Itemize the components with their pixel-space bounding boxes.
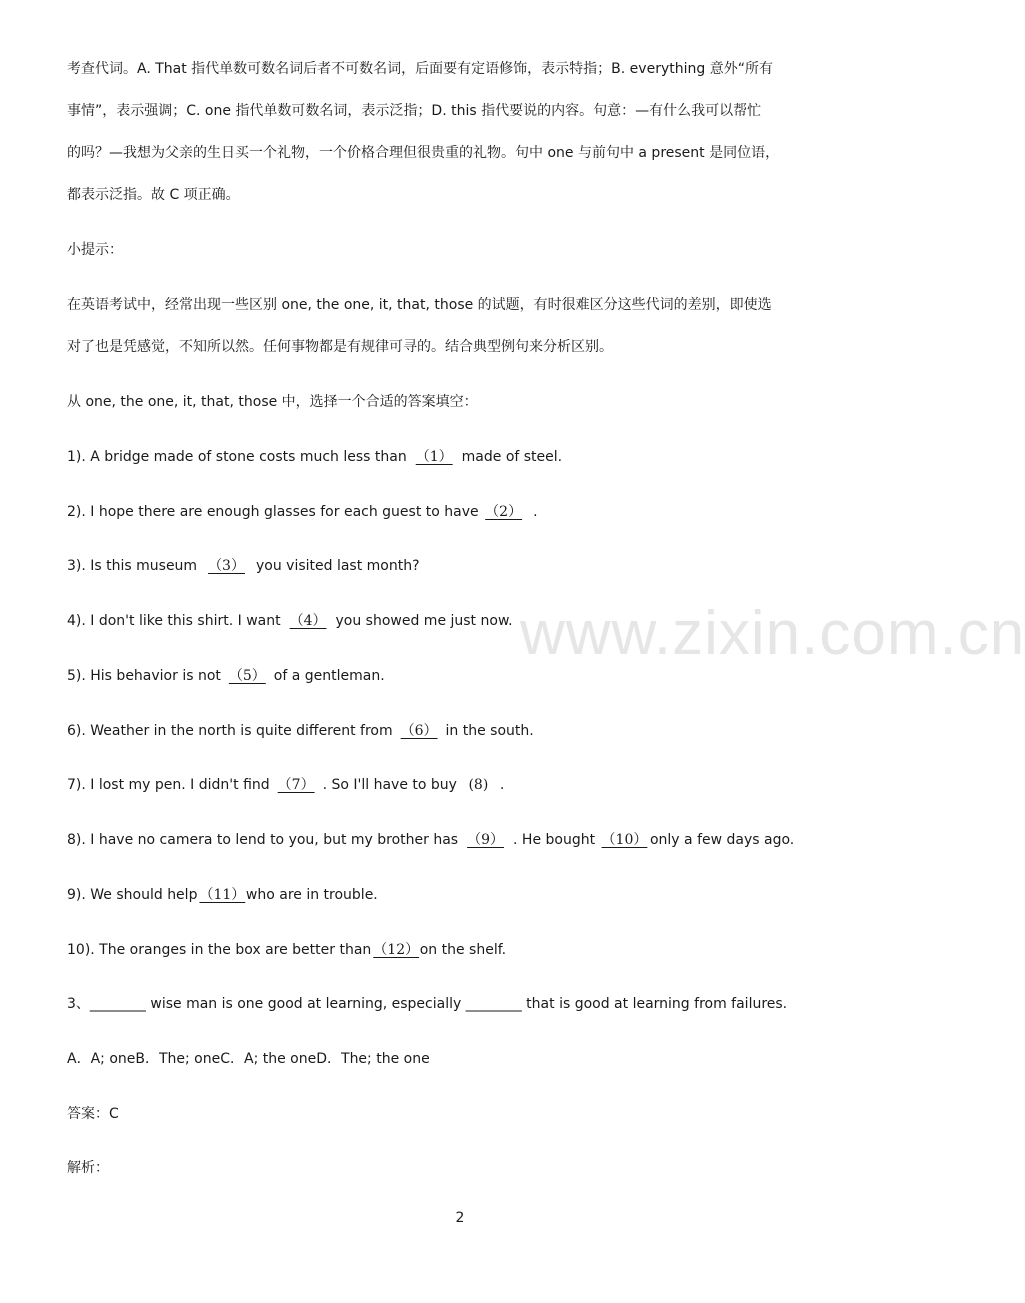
exercise-item bbox=[67, 611, 867, 631]
exercise-text: on the shelf. bbox=[415, 942, 507, 958]
answer-line: 答案：C bbox=[67, 1106, 119, 1122]
exercise-text: only a few days ago. bbox=[645, 832, 795, 848]
exercise-text: 5). His behavior is not bbox=[67, 668, 226, 684]
question-number: 3、 bbox=[67, 996, 90, 1012]
exercise-text: of a gentleman. bbox=[269, 668, 385, 684]
watermark: www.zixin.com.cn bbox=[520, 599, 1025, 668]
exercise-text: 10). The oranges in the box are better than bbox=[67, 942, 372, 958]
fill-blank: （2） bbox=[485, 504, 523, 520]
exercise-item bbox=[67, 775, 867, 795]
exercise-text: . bbox=[528, 504, 538, 520]
question-blank: ________ bbox=[465, 996, 522, 1012]
exercise-item bbox=[67, 830, 867, 850]
fill-blank: （5） bbox=[228, 668, 266, 684]
fill-blank: （9） bbox=[467, 832, 505, 848]
fill-blank: （12） bbox=[373, 942, 420, 958]
exercise-text: . So I'll have to buy bbox=[318, 777, 462, 793]
exercise-text: 8). I have no camera to lend to you, but my brother has bbox=[67, 832, 463, 848]
exercise-text: 9). We should help bbox=[67, 887, 198, 903]
tip-instruction: 从 one, the one, it, that, those 中，选择一个合适的答案填空： bbox=[67, 394, 478, 410]
question-text: that is good at learning from failures. bbox=[521, 996, 788, 1012]
fill-blank: （1） bbox=[415, 449, 453, 465]
fill-blank: (8) bbox=[468, 777, 489, 793]
exercise-item bbox=[67, 502, 867, 522]
question-3 bbox=[67, 994, 867, 1014]
page-number: 2 bbox=[455, 1210, 465, 1226]
fill-blank: （6） bbox=[400, 723, 438, 739]
tip-line-2: 对了也是凭感觉，不知所以然。任何事物都是有规律可寻的。结合典型例句来分析区别。 bbox=[67, 339, 613, 355]
fill-blank: （7） bbox=[277, 777, 315, 793]
fill-blank: （3） bbox=[208, 558, 245, 574]
exercise-item bbox=[67, 447, 867, 467]
fill-blank: （10） bbox=[601, 832, 648, 848]
exercise-text: made of steel. bbox=[457, 449, 563, 465]
exercise-item bbox=[67, 666, 867, 686]
exercise-text: 1). A bridge made of stone costs much less than bbox=[67, 449, 412, 465]
tip-heading: 小提示： bbox=[67, 242, 123, 258]
exercise-item bbox=[67, 556, 867, 576]
explanation-line-1: 考查代词。A. That 指代单数可数名词后者不可数名词，后面要有定语修饰，表示特指；B. everything 意外“所有 bbox=[67, 61, 773, 77]
exercise-text: you visited last month? bbox=[251, 558, 420, 574]
question-text: wise man is one good at learning, especially bbox=[145, 996, 466, 1012]
tip-line-1: 在英语考试中，经常出现一些区别 one, the one, it, that, those 的试题，有时很难区分这些代词的差别，即使选 bbox=[67, 297, 772, 313]
exercise-text: . He bought bbox=[508, 832, 600, 848]
question-options: A．A; oneB．The; oneC．A; the oneD．The; the one bbox=[67, 1051, 430, 1067]
fill-blank: （4） bbox=[289, 613, 327, 629]
exercise-text: you showed me just now. bbox=[331, 613, 513, 629]
exercise-text: in the south. bbox=[441, 723, 534, 739]
exercise-text: who are in trouble. bbox=[241, 887, 378, 903]
explanation-line-2: 事情”，表示强调；C. one 指代单数可数名词，表示泛指；D. this 指代要说的内容。句意：—有什么我可以帮忙 bbox=[67, 103, 762, 119]
fill-blank: （11） bbox=[199, 887, 246, 903]
analysis-heading: 解析： bbox=[67, 1160, 109, 1176]
exercise-text: 3). Is this museum bbox=[67, 558, 202, 574]
exercise-item bbox=[67, 885, 867, 905]
exercise-text: 4). I don't like this shirt. I want bbox=[67, 613, 286, 629]
explanation-line-3: 的吗？—我想为父亲的生日买一个礼物，一个价格合理但很贵重的礼物。句中 one 与前句中 a present 是同位语， bbox=[67, 145, 780, 161]
exercise-item bbox=[67, 940, 867, 960]
exercise-text: 2). I hope there are enough glasses for each guest to have bbox=[67, 504, 479, 520]
exercise-text: 6). Weather in the north is quite different from bbox=[67, 723, 398, 739]
exercise-text: 7). I lost my pen. I didn't find bbox=[67, 777, 275, 793]
exercise-item bbox=[67, 721, 867, 741]
explanation-line-4: 都表示泛指。故 C 项正确。 bbox=[67, 187, 240, 203]
question-blank: ________ bbox=[89, 996, 146, 1012]
exercise-text: . bbox=[495, 777, 505, 793]
